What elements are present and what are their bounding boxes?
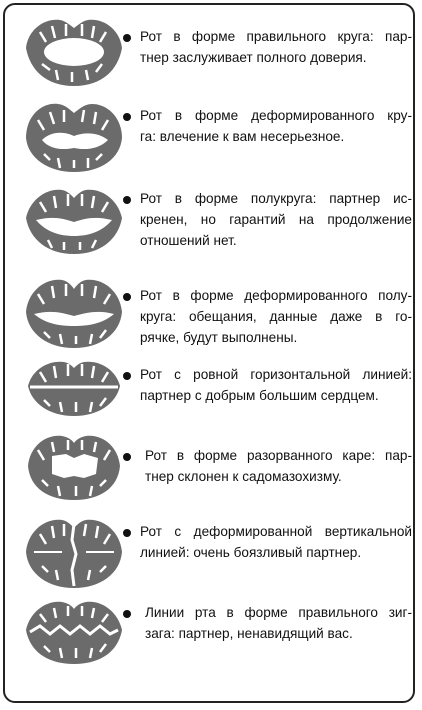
- text-line: Рот в форме полукруга: партнер ис-: [140, 191, 412, 206]
- text-line: Рот с деформированной вертикальной: [140, 524, 412, 539]
- text-line: Рот в форме правильного круга: пар-: [140, 29, 412, 44]
- lip-print-round-icon: [22, 12, 126, 90]
- entry-text: [145, 602, 412, 644]
- lip-print-torn-square-icon: [22, 428, 126, 504]
- entry-text: [140, 285, 412, 348]
- text-line: Линии рта в форме правильного зиг-: [145, 605, 412, 620]
- bullet: [123, 372, 131, 380]
- lip-print-deformed-half-round-icon: [22, 272, 126, 352]
- bullet: [123, 610, 131, 618]
- text-line: Рот с ровной горизонтальной линией:: [140, 367, 412, 382]
- text-line: линией: очень боязливый партнер.: [140, 545, 362, 560]
- entry-text: [140, 364, 412, 406]
- bullet: [123, 34, 131, 42]
- lip-print-zigzag-icon: [22, 596, 126, 668]
- text-line: га: влечение к вам несерьезное.: [140, 129, 345, 144]
- text-line: рячке, будут выполнены.: [140, 330, 298, 345]
- bullet: [123, 113, 131, 121]
- text-line: круга: обещания, данные даже в го-: [140, 309, 412, 324]
- lip-print-half-round-icon: [22, 184, 126, 258]
- bullet: [123, 529, 131, 537]
- bullet: [123, 293, 131, 301]
- text-line: зага: партнер, ненавидящий вас.: [145, 626, 353, 641]
- entry-text: [140, 188, 412, 251]
- lip-print-horizontal-line-icon: [22, 356, 126, 420]
- text-line: Рот в форме деформированного полу-: [140, 288, 412, 303]
- text-line: отношений нет.: [140, 233, 237, 248]
- entry-text: [140, 26, 412, 68]
- entry-text: [140, 521, 412, 563]
- text-line: кренен, но гарантий на продолжение: [140, 212, 412, 227]
- lip-print-vertical-line-icon: [22, 514, 126, 590]
- entry-text: [145, 445, 412, 487]
- lip-print-deformed-round-icon: [22, 96, 126, 176]
- bullet: [123, 196, 131, 204]
- text-line: партнер с добрым большим сердцем.: [140, 388, 379, 403]
- text-line: тнер заслуживает полного доверия.: [140, 50, 367, 65]
- text-line: Рот в форме разорванного каре: пар-: [145, 448, 412, 463]
- entry-text: [140, 105, 412, 147]
- bullet: [123, 453, 131, 461]
- text-line: тнер склонен к садомазохизму.: [145, 469, 342, 484]
- text-line: Рот в форме деформированного кру-: [140, 108, 412, 123]
